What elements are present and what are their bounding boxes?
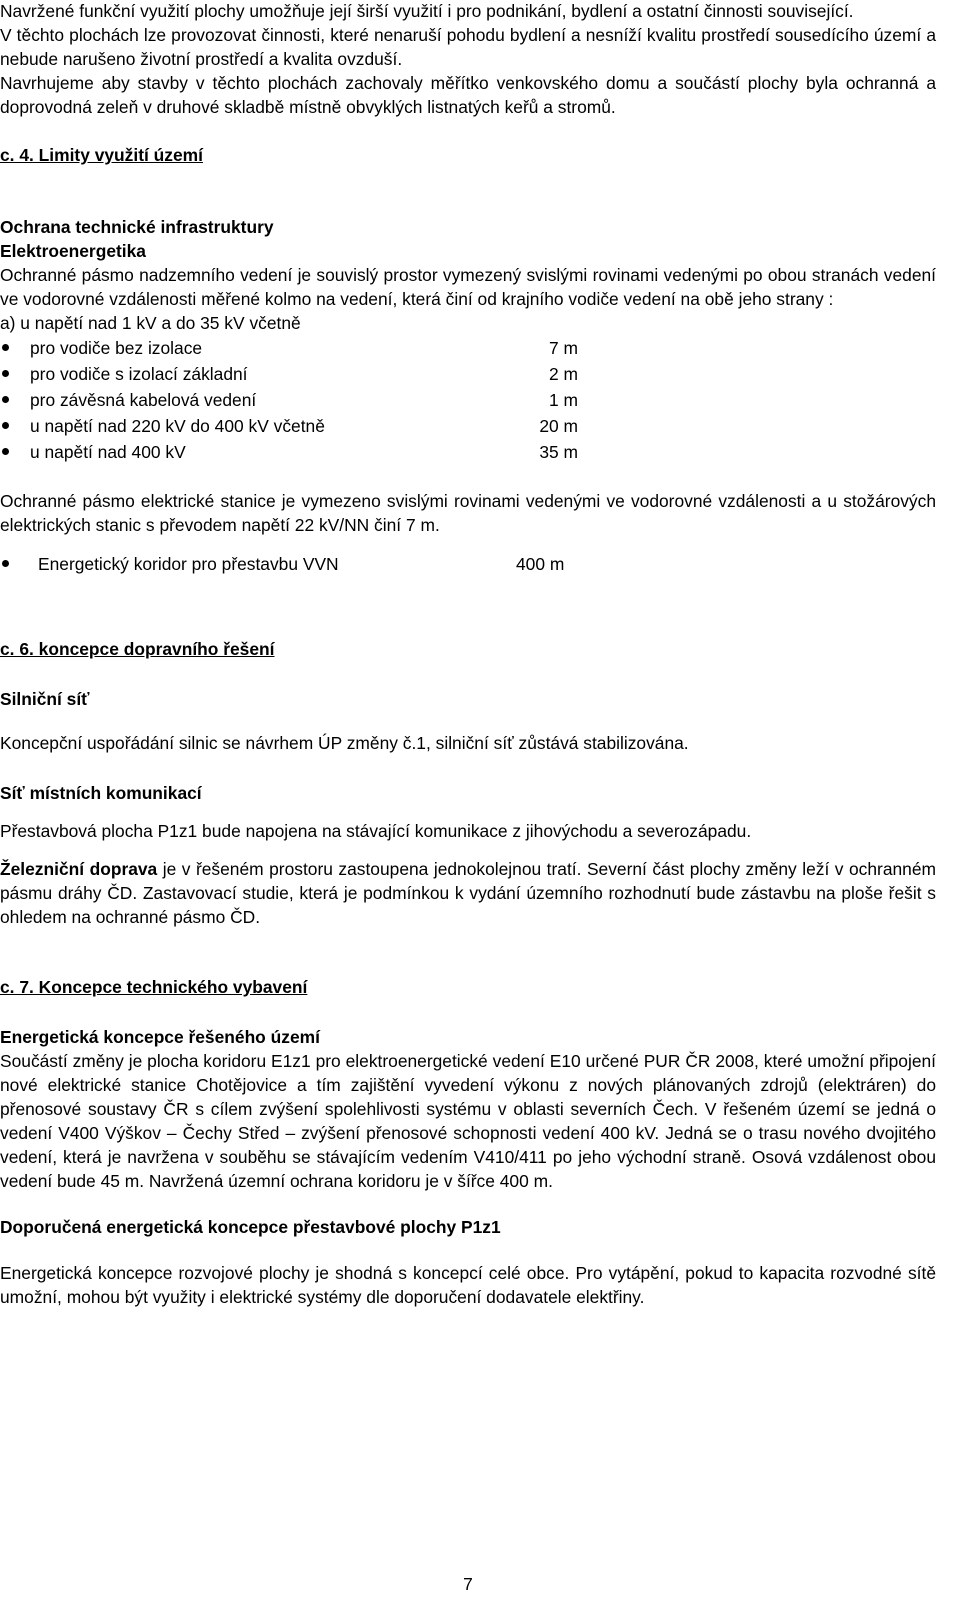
corridor-label: Energetický koridor pro přestavbu VVN <box>38 554 339 574</box>
protection-zone-list <box>0 335 936 465</box>
substation-zone-text: Ochranné pásmo elektrické stanice je vymezeno svislými rovinami vedenými ve vodorovné vzdálenosti a u stožárových elektrických stanic s převodem napětí 22 kV/NN činí 7 m. <box>0 491 936 535</box>
list-item <box>0 361 936 387</box>
intro-paragraph-1: Navržené funkční využití plochy umožňuje její širší využití i pro podnikání, bydlení a ostatní činnosti související. <box>0 1 854 21</box>
local-roads-text: Přestavbová plocha P1z1 bude napojena na stávající komunikace z jihovýchodu a severozápadu. <box>0 821 752 841</box>
list-item <box>0 335 936 361</box>
bullet-icon <box>2 560 9 567</box>
road-network-text: Koncepční uspořádání silnic se návrhem ÚP změny č.1, silniční síť zůstává stabilizována. <box>0 733 689 753</box>
intro-paragraph-2: V těchto plochách lze provozovat činnosti, které nenaruší pohodu bydlení a nesníží kvalitu prostředí sousedícího území a nebude narušeno životní prostředí a kvalita ovzduší. <box>0 25 936 69</box>
road-network-heading: Silniční síť <box>0 689 90 709</box>
energy-corridor-item <box>0 551 936 577</box>
railway-paragraph <box>0 857 936 929</box>
list-item-value: 2 m <box>549 364 578 384</box>
energy-concept-text: Součástí změny je plocha koridoru E1z1 pro elektroenergetické vedení E10 určené PUR ČR 2008, které umožní připojení nové elektrické stanice Chotějovice a tím zajištění vyvedení výkonu z nových plánovaných zdrojů (elektráren) do přenosové soustavy ČR s cílem zvýšení spolehlivosti systému v oblasti severních Čech. V řešeném území se jedná o vedení V400 Výškov – Čechy Střed – zvýšení přenosové schopnosti vedení 400 kV. Jedná se o trasu nového dvojitého vedení, která je navržena v souběhu se stávajícím vedením V410/411 po jeho východní straně. Osová vzdálenost obou vedení bude 45 m. Navržená územní ochrana koridoru je v šířce 400 m. <box>0 1051 936 1191</box>
section-c6-title: c. 6. koncepce dopravního řešení <box>0 639 275 659</box>
list-item <box>0 387 936 413</box>
recommended-concept-text: Energetická koncepce rozvojové plochy je shodná s koncepcí celé obce. Pro vytápění, pokud to kapacita rozvodné sítě umožní, mohou být využity i elektrické systémy dle doporučení dodavatele elektřiny. <box>0 1263 936 1307</box>
list-item-value: 20 m <box>539 416 578 436</box>
list-item-label: u napětí nad 400 kV <box>30 442 186 462</box>
railway-text: je v řešeném prostoru zastoupena jednokolejnou tratí. Severní část plochy změny leží v ochranném pásmu dráhy ČD. Zastavovací studie, která je podmínkou k vydání územního rozhodnutí bude zástavbu na ploše řešit s ohledem na ochranné pásmo ČD. <box>0 859 936 927</box>
voltage-range: a) u napětí nad 1 kV a do 35 kV včetně <box>0 313 301 333</box>
list-item-label: u napětí nad 220 kV do 400 kV včetně <box>30 416 325 436</box>
intro-paragraph-3: Navrhujeme aby stavby v těchto plochách zachovaly měřítko venkovského domu a součástí plochy byla ochranná a doprovodná zeleň v druhové skladbě místně obvyklých listnatých keřů a stromů. <box>0 73 936 117</box>
list-item-label: pro vodiče bez izolace <box>30 338 203 358</box>
list-item-label: pro vodiče s izolací základní <box>30 364 248 384</box>
recommended-concept-heading: Doporučená energetická koncepce přestavbové plochy P1z1 <box>0 1217 501 1237</box>
list-item-value: 35 m <box>539 442 578 462</box>
list-item <box>0 413 936 439</box>
section-c7-title: c. 7. Koncepce technického vybavení <box>0 977 308 997</box>
list-item <box>0 439 936 465</box>
page-number: 7 <box>463 1574 473 1594</box>
local-roads-heading: Síť místních komunikací <box>0 783 202 803</box>
corridor-value: 400 m <box>516 554 565 574</box>
list-item-value: 7 m <box>549 338 578 358</box>
subtitle-electro: Elektroenergetika <box>0 241 146 261</box>
subtitle-infrastructure: Ochrana technické infrastruktury <box>0 217 274 237</box>
energy-concept-heading: Energetická koncepce řešeného území <box>0 1027 320 1047</box>
section-c4-title: c. 4. Limity využití území <box>0 145 203 165</box>
list-item-value: 1 m <box>549 390 578 410</box>
railway-heading: Železniční doprava <box>0 859 158 879</box>
list-item-label: pro závěsná kabelová vedení <box>30 390 257 410</box>
protection-zone-text: Ochranné pásmo nadzemního vedení je souvislý prostor vymezený svislými rovinami vedenými po obou stranách vedení ve vodorovné vzdálenosti měřené kolmo na vedení, která činí od krajního vodiče vedení na obě jeho strany : <box>0 265 936 309</box>
